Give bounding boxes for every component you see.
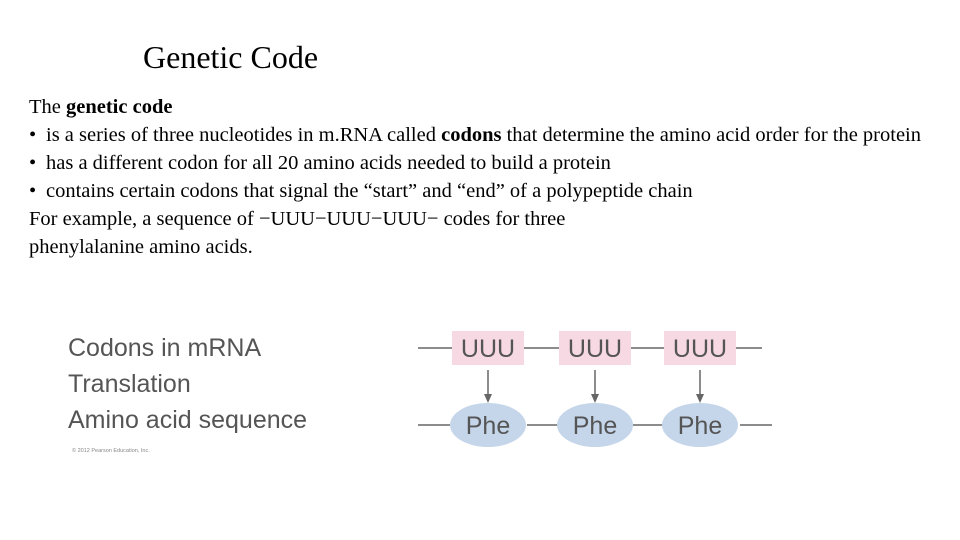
bullet-text [46, 121, 944, 149]
bullet-marker: • [29, 180, 37, 202]
copyright-note: © 2012 Pearson Education, Inc. [72, 448, 150, 454]
bullet-item [29, 149, 944, 177]
bullet-text [46, 177, 944, 205]
codon-label: UUU [672, 335, 728, 363]
bullet-marker: • [29, 124, 37, 146]
codon-label: UUU [460, 335, 516, 363]
example-line-2: phenylalanine amino acids. [29, 236, 253, 258]
intro-bold-term: genetic code [66, 96, 173, 118]
amino-acid-label: Phe [572, 412, 618, 440]
bullet-text-segment: has a different codon for all 20 amino acids needed to build a protein [46, 152, 611, 174]
bullet-item [29, 121, 944, 149]
figure-label-codons: Codons in mRNA [68, 334, 262, 362]
codon-translation-figure [60, 318, 800, 468]
figure-label-translation: Translation [68, 370, 191, 398]
slide-title: Genetic Code [143, 39, 319, 75]
bullet-bold-term: codons [441, 124, 502, 146]
translation-arrowhead [484, 394, 492, 403]
bullet-marker: • [29, 152, 37, 174]
bullet-text [46, 149, 944, 177]
amino-acid-label: Phe [677, 412, 723, 440]
translation-diagram [60, 318, 800, 468]
intro-line [29, 93, 944, 121]
intro-prefix: The [29, 96, 66, 118]
translation-arrowhead [591, 394, 599, 403]
codon-label: UUU [567, 335, 623, 363]
bullet-item [29, 177, 944, 205]
bullet-text-segment: that determine the amino acid order for the protein [501, 124, 922, 146]
amino-acid-label: Phe [465, 412, 511, 440]
slide-body [29, 93, 944, 261]
bullet-text-segment: contains certain codons that signal the “start” and “end” of a polypeptide chain [46, 180, 693, 202]
translation-arrowhead [696, 394, 704, 403]
bullet-text-segment: is a series of three nucleotides in m.RNA called [46, 124, 442, 146]
figure-label-sequence: Amino acid sequence [68, 406, 308, 434]
example-line-1: For example, a sequence of −UUU−UUU−UUU− codes for three [29, 208, 566, 230]
bullet-list [29, 121, 944, 205]
